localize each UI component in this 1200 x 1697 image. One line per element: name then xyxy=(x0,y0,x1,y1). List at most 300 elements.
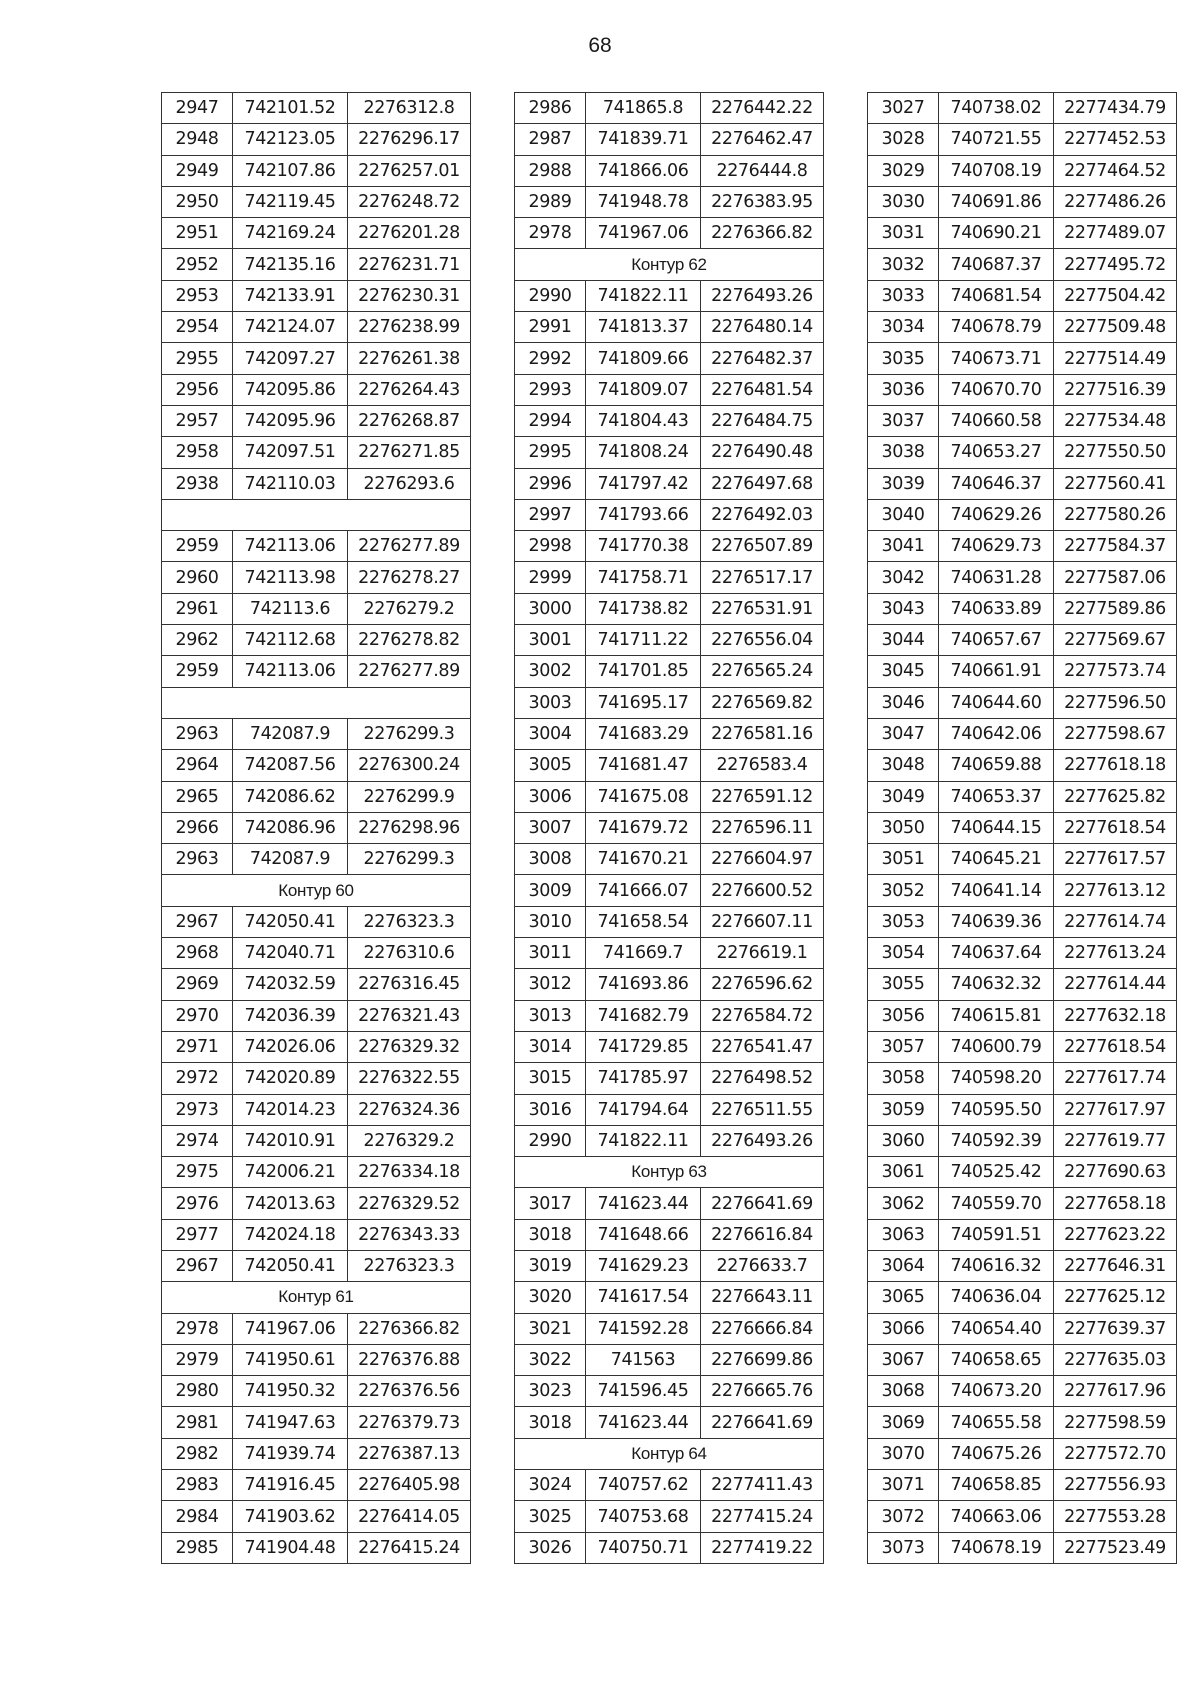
y-coordinate-cell: 2277587.06 xyxy=(1054,562,1177,593)
table-row xyxy=(515,1501,824,1532)
table-row xyxy=(515,1407,824,1438)
x-coordinate-cell: 740633.89 xyxy=(939,593,1054,624)
table-row xyxy=(515,218,824,249)
x-coordinate-cell: 740658.85 xyxy=(939,1470,1054,1501)
x-coordinate-cell: 741670.21 xyxy=(586,844,701,875)
table-row xyxy=(162,1344,471,1375)
point-number-cell: 2998 xyxy=(515,531,586,562)
table-row xyxy=(162,625,471,656)
coordinates-table-left xyxy=(161,92,471,1564)
x-coordinate-cell: 740644.15 xyxy=(939,812,1054,843)
point-number-cell: 3000 xyxy=(515,593,586,624)
table-row xyxy=(162,312,471,343)
y-coordinate-cell: 2276604.97 xyxy=(701,844,824,875)
point-number-cell: 3030 xyxy=(868,186,939,217)
y-coordinate-cell: 2276343.33 xyxy=(348,1219,471,1250)
coordinates-table-right xyxy=(867,92,1177,1564)
y-coordinate-cell: 2276600.52 xyxy=(701,875,824,906)
point-number-cell: 2967 xyxy=(162,906,233,937)
y-coordinate-cell: 2277613.12 xyxy=(1054,875,1177,906)
y-coordinate-cell: 2276531.91 xyxy=(701,593,824,624)
table-row xyxy=(515,906,824,937)
point-number-cell: 3073 xyxy=(868,1532,939,1563)
point-number-cell: 3018 xyxy=(515,1407,586,1438)
y-coordinate-cell: 2276268.87 xyxy=(348,405,471,436)
table-row xyxy=(162,906,471,937)
table-row xyxy=(868,1376,1177,1407)
table-row xyxy=(868,1470,1177,1501)
contour-heading: Контур 60 xyxy=(162,875,471,906)
y-coordinate-cell: 2276230.31 xyxy=(348,280,471,311)
y-coordinate-cell: 2277596.50 xyxy=(1054,687,1177,718)
table-row xyxy=(515,1094,824,1125)
point-number-cell: 3057 xyxy=(868,1031,939,1062)
contour-heading-row xyxy=(162,687,471,718)
y-coordinate-cell: 2276497.68 xyxy=(701,468,824,499)
table-row xyxy=(162,812,471,843)
x-coordinate-cell: 740641.14 xyxy=(939,875,1054,906)
y-coordinate-cell: 2276296.17 xyxy=(348,124,471,155)
table-row xyxy=(162,437,471,468)
table-row xyxy=(162,1031,471,1062)
y-coordinate-cell: 2277618.18 xyxy=(1054,750,1177,781)
table-row xyxy=(868,1031,1177,1062)
y-coordinate-cell: 2276310.6 xyxy=(348,938,471,969)
x-coordinate-cell: 742113.06 xyxy=(233,531,348,562)
table-row xyxy=(868,656,1177,687)
table-row xyxy=(162,374,471,405)
table-row xyxy=(868,437,1177,468)
x-coordinate-cell: 740632.32 xyxy=(939,969,1054,1000)
y-coordinate-cell: 2277690.63 xyxy=(1054,1157,1177,1188)
table-row xyxy=(868,1501,1177,1532)
y-coordinate-cell: 2276643.11 xyxy=(701,1282,824,1313)
table-row xyxy=(868,812,1177,843)
table-row xyxy=(515,437,824,468)
point-number-cell: 2990 xyxy=(515,280,586,311)
table-row xyxy=(868,1438,1177,1469)
point-number-cell: 2958 xyxy=(162,437,233,468)
contour-heading-row xyxy=(515,1157,824,1188)
table-row xyxy=(515,1219,824,1250)
y-coordinate-cell: 2277489.07 xyxy=(1054,218,1177,249)
x-coordinate-cell: 741596.45 xyxy=(586,1376,701,1407)
point-number-cell: 2988 xyxy=(515,155,586,186)
point-number-cell: 3066 xyxy=(868,1313,939,1344)
table-row xyxy=(515,1282,824,1313)
table-row xyxy=(868,1219,1177,1250)
y-coordinate-cell: 2277516.39 xyxy=(1054,374,1177,405)
y-coordinate-cell: 2276591.12 xyxy=(701,781,824,812)
y-coordinate-cell: 2277617.97 xyxy=(1054,1094,1177,1125)
point-number-cell: 2965 xyxy=(162,781,233,812)
point-number-cell: 3023 xyxy=(515,1376,586,1407)
x-coordinate-cell: 741793.66 xyxy=(586,499,701,530)
x-coordinate-cell: 740592.39 xyxy=(939,1125,1054,1156)
x-coordinate-cell: 741617.54 xyxy=(586,1282,701,1313)
x-coordinate-cell: 740750.71 xyxy=(586,1532,701,1563)
x-coordinate-cell: 742169.24 xyxy=(233,218,348,249)
point-number-cell: 3049 xyxy=(868,781,939,812)
x-coordinate-cell: 742036.39 xyxy=(233,1000,348,1031)
point-number-cell: 2979 xyxy=(162,1344,233,1375)
x-coordinate-cell: 741785.97 xyxy=(586,1063,701,1094)
point-number-cell: 3005 xyxy=(515,750,586,781)
table-row xyxy=(162,155,471,186)
table-row xyxy=(515,93,824,124)
point-number-cell: 3026 xyxy=(515,1532,586,1563)
x-coordinate-cell: 742110.03 xyxy=(233,468,348,499)
x-coordinate-cell: 740660.58 xyxy=(939,405,1054,436)
x-coordinate-cell: 741666.07 xyxy=(586,875,701,906)
table-row xyxy=(868,1313,1177,1344)
point-number-cell: 2981 xyxy=(162,1407,233,1438)
y-coordinate-cell: 2276298.96 xyxy=(348,812,471,843)
point-number-cell: 2962 xyxy=(162,625,233,656)
point-number-cell: 3007 xyxy=(515,812,586,843)
y-coordinate-cell: 2276619.1 xyxy=(701,938,824,969)
table-row xyxy=(515,1063,824,1094)
y-coordinate-cell: 2276278.27 xyxy=(348,562,471,593)
table-row xyxy=(868,280,1177,311)
y-coordinate-cell: 2277556.93 xyxy=(1054,1470,1177,1501)
contour-heading: Контур 61 xyxy=(162,1282,471,1313)
point-number-cell: 3056 xyxy=(868,1000,939,1031)
point-number-cell: 3053 xyxy=(868,906,939,937)
table-row xyxy=(162,1532,471,1563)
x-coordinate-cell: 740670.70 xyxy=(939,374,1054,405)
point-number-cell: 2964 xyxy=(162,750,233,781)
table-row xyxy=(515,687,824,718)
table-row xyxy=(162,1188,471,1219)
y-coordinate-cell: 2277550.50 xyxy=(1054,437,1177,468)
point-number-cell: 2978 xyxy=(515,218,586,249)
y-coordinate-cell: 2276444.8 xyxy=(701,155,824,186)
x-coordinate-cell: 741865.8 xyxy=(586,93,701,124)
table-row xyxy=(868,186,1177,217)
table-row xyxy=(162,562,471,593)
table-row xyxy=(162,750,471,781)
y-coordinate-cell: 2276405.98 xyxy=(348,1470,471,1501)
point-number-cell: 2977 xyxy=(162,1219,233,1250)
table-row xyxy=(162,593,471,624)
y-coordinate-cell: 2276699.86 xyxy=(701,1344,824,1375)
point-number-cell: 3045 xyxy=(868,656,939,687)
x-coordinate-cell: 740691.86 xyxy=(939,186,1054,217)
y-coordinate-cell: 2277569.67 xyxy=(1054,625,1177,656)
x-coordinate-cell: 740675.26 xyxy=(939,1438,1054,1469)
point-number-cell: 3060 xyxy=(868,1125,939,1156)
x-coordinate-cell: 742026.06 xyxy=(233,1031,348,1062)
x-coordinate-cell: 741948.78 xyxy=(586,186,701,217)
y-coordinate-cell: 2276484.75 xyxy=(701,405,824,436)
table-row xyxy=(515,1188,824,1219)
y-coordinate-cell: 2276641.69 xyxy=(701,1188,824,1219)
point-number-cell: 3011 xyxy=(515,938,586,969)
x-coordinate-cell: 741675.08 xyxy=(586,781,701,812)
table-row xyxy=(515,531,824,562)
y-coordinate-cell: 2276492.03 xyxy=(701,499,824,530)
point-number-cell: 3003 xyxy=(515,687,586,718)
y-coordinate-cell: 2276480.14 xyxy=(701,312,824,343)
x-coordinate-cell: 741563 xyxy=(586,1344,701,1375)
point-number-cell: 3068 xyxy=(868,1376,939,1407)
x-coordinate-cell: 742014.23 xyxy=(233,1094,348,1125)
y-coordinate-cell: 2276565.24 xyxy=(701,656,824,687)
table-row xyxy=(515,1125,824,1156)
table-row xyxy=(515,312,824,343)
x-coordinate-cell: 740639.36 xyxy=(939,906,1054,937)
table-row xyxy=(515,593,824,624)
y-coordinate-cell: 2276299.3 xyxy=(348,844,471,875)
point-number-cell: 2987 xyxy=(515,124,586,155)
point-number-cell: 3006 xyxy=(515,781,586,812)
x-coordinate-cell: 741770.38 xyxy=(586,531,701,562)
point-number-cell: 3032 xyxy=(868,249,939,280)
point-number-cell: 3021 xyxy=(515,1313,586,1344)
x-coordinate-cell: 742032.59 xyxy=(233,969,348,1000)
table-row xyxy=(868,218,1177,249)
point-number-cell: 3048 xyxy=(868,750,939,781)
y-coordinate-cell: 2276323.3 xyxy=(348,1250,471,1281)
table-row xyxy=(868,625,1177,656)
point-number-cell: 2975 xyxy=(162,1157,233,1188)
x-coordinate-cell: 741939.74 xyxy=(233,1438,348,1469)
y-coordinate-cell: 2277495.72 xyxy=(1054,249,1177,280)
point-number-cell: 2967 xyxy=(162,1250,233,1281)
x-coordinate-cell: 742101.52 xyxy=(233,93,348,124)
x-coordinate-cell: 740663.06 xyxy=(939,1501,1054,1532)
table-row xyxy=(515,875,824,906)
point-number-cell: 2963 xyxy=(162,844,233,875)
y-coordinate-cell: 2277553.28 xyxy=(1054,1501,1177,1532)
x-coordinate-cell: 741738.82 xyxy=(586,593,701,624)
point-number-cell: 3025 xyxy=(515,1501,586,1532)
y-coordinate-cell: 2277573.74 xyxy=(1054,656,1177,687)
x-coordinate-cell: 742086.62 xyxy=(233,781,348,812)
table-row xyxy=(868,124,1177,155)
table-row xyxy=(162,1501,471,1532)
point-number-cell: 3042 xyxy=(868,562,939,593)
point-number-cell: 3022 xyxy=(515,1344,586,1375)
point-number-cell: 2989 xyxy=(515,186,586,217)
x-coordinate-cell: 740659.88 xyxy=(939,750,1054,781)
y-coordinate-cell: 2276616.84 xyxy=(701,1219,824,1250)
y-coordinate-cell: 2277646.31 xyxy=(1054,1250,1177,1281)
point-number-cell: 2947 xyxy=(162,93,233,124)
contour-heading-row xyxy=(162,499,471,530)
x-coordinate-cell: 741693.86 xyxy=(586,969,701,1000)
point-number-cell: 2956 xyxy=(162,374,233,405)
x-coordinate-cell: 741794.64 xyxy=(586,1094,701,1125)
point-number-cell: 2960 xyxy=(162,562,233,593)
table-row xyxy=(162,405,471,436)
point-number-cell: 3062 xyxy=(868,1188,939,1219)
point-number-cell: 2949 xyxy=(162,155,233,186)
point-number-cell: 3069 xyxy=(868,1407,939,1438)
point-number-cell: 3050 xyxy=(868,812,939,843)
x-coordinate-cell: 742087.9 xyxy=(233,844,348,875)
x-coordinate-cell: 741822.11 xyxy=(586,1125,701,1156)
x-coordinate-cell: 742020.89 xyxy=(233,1063,348,1094)
table-row xyxy=(162,938,471,969)
table-row xyxy=(868,969,1177,1000)
table-row xyxy=(868,1282,1177,1313)
y-coordinate-cell: 2276278.82 xyxy=(348,625,471,656)
x-coordinate-cell: 741903.62 xyxy=(233,1501,348,1532)
x-coordinate-cell: 742097.27 xyxy=(233,343,348,374)
x-coordinate-cell: 740681.54 xyxy=(939,280,1054,311)
point-number-cell: 3039 xyxy=(868,468,939,499)
y-coordinate-cell: 2277434.79 xyxy=(1054,93,1177,124)
point-number-cell: 2992 xyxy=(515,343,586,374)
table-row xyxy=(868,1125,1177,1156)
table-row xyxy=(515,155,824,186)
table-row xyxy=(162,280,471,311)
table-row xyxy=(515,499,824,530)
contour-heading: Контур 62 xyxy=(515,249,824,280)
x-coordinate-cell: 741904.48 xyxy=(233,1532,348,1563)
y-coordinate-cell: 2276271.85 xyxy=(348,437,471,468)
x-coordinate-cell: 741808.24 xyxy=(586,437,701,468)
x-coordinate-cell: 741809.66 xyxy=(586,343,701,374)
x-coordinate-cell: 740615.81 xyxy=(939,1000,1054,1031)
table-row xyxy=(868,1157,1177,1188)
y-coordinate-cell: 2276329.52 xyxy=(348,1188,471,1219)
table-row xyxy=(515,1031,824,1062)
x-coordinate-cell: 740721.55 xyxy=(939,124,1054,155)
point-number-cell: 2994 xyxy=(515,405,586,436)
point-number-cell: 3064 xyxy=(868,1250,939,1281)
table-row xyxy=(515,405,824,436)
x-coordinate-cell: 740637.64 xyxy=(939,938,1054,969)
point-number-cell: 3058 xyxy=(868,1063,939,1094)
x-coordinate-cell: 741947.63 xyxy=(233,1407,348,1438)
point-number-cell: 3017 xyxy=(515,1188,586,1219)
table-row xyxy=(162,781,471,812)
table-row xyxy=(162,718,471,749)
point-number-cell: 2974 xyxy=(162,1125,233,1156)
point-number-cell: 3047 xyxy=(868,718,939,749)
y-coordinate-cell: 2277625.82 xyxy=(1054,781,1177,812)
point-number-cell: 3018 xyxy=(515,1219,586,1250)
point-number-cell: 3029 xyxy=(868,155,939,186)
x-coordinate-cell: 741711.22 xyxy=(586,625,701,656)
x-coordinate-cell: 742040.71 xyxy=(233,938,348,969)
x-coordinate-cell: 742010.91 xyxy=(233,1125,348,1156)
table-row xyxy=(868,343,1177,374)
point-number-cell: 2963 xyxy=(162,718,233,749)
point-number-cell: 2959 xyxy=(162,531,233,562)
point-number-cell: 3067 xyxy=(868,1344,939,1375)
x-coordinate-cell: 741866.06 xyxy=(586,155,701,186)
x-coordinate-cell: 740757.62 xyxy=(586,1470,701,1501)
y-coordinate-cell: 2276415.24 xyxy=(348,1532,471,1563)
table-row xyxy=(868,1063,1177,1094)
point-number-cell: 2968 xyxy=(162,938,233,969)
y-coordinate-cell: 2277598.59 xyxy=(1054,1407,1177,1438)
table-row xyxy=(162,1376,471,1407)
point-number-cell: 2959 xyxy=(162,656,233,687)
x-coordinate-cell: 741758.71 xyxy=(586,562,701,593)
point-number-cell: 2961 xyxy=(162,593,233,624)
point-number-cell: 3043 xyxy=(868,593,939,624)
y-coordinate-cell: 2276238.99 xyxy=(348,312,471,343)
x-coordinate-cell: 742123.05 xyxy=(233,124,348,155)
x-coordinate-cell: 742013.63 xyxy=(233,1188,348,1219)
y-coordinate-cell: 2277534.48 xyxy=(1054,405,1177,436)
y-coordinate-cell: 2276641.69 xyxy=(701,1407,824,1438)
x-coordinate-cell: 741695.17 xyxy=(586,687,701,718)
x-coordinate-cell: 742119.45 xyxy=(233,186,348,217)
point-number-cell: 3070 xyxy=(868,1438,939,1469)
y-coordinate-cell: 2277486.26 xyxy=(1054,186,1177,217)
y-coordinate-cell: 2277614.44 xyxy=(1054,969,1177,1000)
x-coordinate-cell: 740646.37 xyxy=(939,468,1054,499)
point-number-cell: 3010 xyxy=(515,906,586,937)
y-coordinate-cell: 2276556.04 xyxy=(701,625,824,656)
point-number-cell: 2973 xyxy=(162,1094,233,1125)
point-number-cell: 3036 xyxy=(868,374,939,405)
point-number-cell: 3033 xyxy=(868,280,939,311)
x-coordinate-cell: 740559.70 xyxy=(939,1188,1054,1219)
y-coordinate-cell: 2276293.6 xyxy=(348,468,471,499)
point-number-cell: 2991 xyxy=(515,312,586,343)
y-coordinate-cell: 2276666.84 xyxy=(701,1313,824,1344)
y-coordinate-cell: 2277618.54 xyxy=(1054,812,1177,843)
y-coordinate-cell: 2276442.22 xyxy=(701,93,824,124)
point-number-cell: 2993 xyxy=(515,374,586,405)
x-coordinate-cell: 740598.20 xyxy=(939,1063,1054,1094)
table-row xyxy=(868,531,1177,562)
x-coordinate-cell: 740658.65 xyxy=(939,1344,1054,1375)
point-number-cell: 2982 xyxy=(162,1438,233,1469)
table-row xyxy=(868,468,1177,499)
table-row xyxy=(162,249,471,280)
y-coordinate-cell: 2277514.49 xyxy=(1054,343,1177,374)
table-row xyxy=(868,155,1177,186)
y-coordinate-cell: 2276366.82 xyxy=(348,1313,471,1344)
point-number-cell: 2972 xyxy=(162,1063,233,1094)
x-coordinate-cell: 742113.98 xyxy=(233,562,348,593)
table-row xyxy=(515,343,824,374)
x-coordinate-cell: 741683.29 xyxy=(586,718,701,749)
table-row xyxy=(515,812,824,843)
table-row xyxy=(868,1250,1177,1281)
point-number-cell: 3044 xyxy=(868,625,939,656)
y-coordinate-cell: 2276257.01 xyxy=(348,155,471,186)
coordinates-table-middle xyxy=(514,92,824,1564)
x-coordinate-cell: 742135.16 xyxy=(233,249,348,280)
table-row xyxy=(868,938,1177,969)
y-coordinate-cell: 2276498.52 xyxy=(701,1063,824,1094)
x-coordinate-cell: 740708.19 xyxy=(939,155,1054,186)
point-number-cell: 3065 xyxy=(868,1282,939,1313)
x-coordinate-cell: 741592.28 xyxy=(586,1313,701,1344)
x-coordinate-cell: 740661.91 xyxy=(939,656,1054,687)
y-coordinate-cell: 2277658.18 xyxy=(1054,1188,1177,1219)
x-coordinate-cell: 740629.73 xyxy=(939,531,1054,562)
point-number-cell: 2995 xyxy=(515,437,586,468)
table-row xyxy=(162,1094,471,1125)
y-coordinate-cell: 2276366.82 xyxy=(701,218,824,249)
table-row xyxy=(162,1313,471,1344)
x-coordinate-cell: 740600.79 xyxy=(939,1031,1054,1062)
y-coordinate-cell: 2276490.48 xyxy=(701,437,824,468)
x-coordinate-cell: 741950.61 xyxy=(233,1344,348,1375)
table-row xyxy=(515,1250,824,1281)
table-row xyxy=(162,1000,471,1031)
